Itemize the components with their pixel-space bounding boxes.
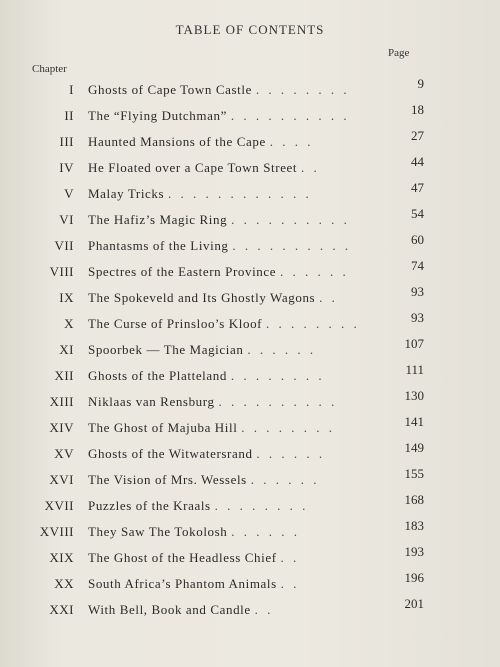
chapter-number: VI — [59, 212, 74, 227]
page-number: 18 — [411, 102, 424, 117]
toc-row — [0, 492, 500, 516]
chapter-number: XX — [54, 576, 74, 591]
page-number: 130 — [404, 388, 424, 403]
chapter-number: XIV — [49, 420, 74, 435]
chapter-title: The Curse of Prinsloo’s Kloof — [88, 316, 263, 331]
page-number: 54 — [411, 206, 424, 221]
toc-row — [0, 154, 500, 178]
chapter-title-line — [88, 522, 300, 542]
page-number: 9 — [417, 76, 424, 91]
page-number: 47 — [411, 180, 424, 195]
chapter-title: They Saw The Tokolosh — [88, 524, 228, 539]
chapter-number: VII — [54, 238, 74, 253]
chapter-title: The Vision of Mrs. Wessels — [88, 472, 247, 487]
toc-row — [0, 466, 500, 490]
chapter-number: XIX — [49, 550, 74, 565]
page-number: 44 — [411, 154, 424, 169]
chapter-number: XVIII — [39, 524, 74, 539]
toc-row — [0, 440, 500, 464]
chapter-column-label: Chapter — [32, 63, 67, 75]
leader-dots: . . . . . . . . — [214, 498, 309, 513]
leader-dots: . . . . . . — [250, 472, 320, 487]
leader-dots: . . . . . . . . . . — [218, 394, 338, 409]
chapter-title: South Africa’s Phantom Animals — [88, 576, 277, 591]
leader-dots: . . . . . . . . . . . . — [168, 186, 312, 201]
chapter-title: Puzzles of the Kraals — [88, 498, 211, 513]
chapter-title: Malay Tricks — [88, 186, 165, 201]
leader-dots: . . . . . . . . . . — [231, 212, 350, 227]
chapter-number: VIII — [49, 264, 74, 279]
chapter-title-line — [88, 340, 316, 360]
chapter-title-line — [88, 184, 312, 204]
chapter-number: I — [69, 82, 74, 97]
chapter-title-line — [88, 80, 350, 100]
page-number: 149 — [404, 440, 424, 455]
leader-dots: . . . . — [269, 134, 314, 149]
toc-row — [0, 128, 500, 152]
chapter-number: XVI — [49, 472, 74, 487]
chapter-title-line — [88, 574, 299, 594]
page-number: 107 — [404, 336, 424, 351]
page-number: 196 — [404, 570, 424, 585]
page-number: 93 — [411, 310, 424, 325]
chapter-title: Ghosts of the Witwatersrand — [88, 446, 253, 461]
chapter-title-line — [88, 418, 335, 438]
chapter-number: X — [64, 316, 74, 331]
page-number: 111 — [405, 362, 424, 377]
leader-dots: . . . . . . — [280, 264, 349, 279]
page-number: 141 — [404, 414, 424, 429]
chapter-title: The Hafiz’s Magic Ring — [88, 212, 228, 227]
chapter-title-line — [88, 236, 351, 256]
leader-dots: . . . . . . — [256, 446, 326, 461]
toc-row — [0, 388, 500, 412]
chapter-title-line — [88, 470, 319, 490]
toc-row — [0, 570, 500, 594]
leader-dots: . . — [319, 290, 338, 305]
toc-row — [0, 362, 500, 386]
chapter-title-line — [88, 392, 337, 412]
toc-row — [0, 596, 500, 620]
toc-row — [0, 232, 500, 256]
leader-dots: . . . . . . . . — [230, 368, 325, 383]
chapter-title: Haunted Mansions of the Cape — [88, 134, 266, 149]
chapter-number: III — [59, 134, 74, 149]
chapter-title: Spoorbek — The Magician — [88, 342, 244, 357]
leader-dots: . . . . . . . . — [265, 316, 360, 331]
chapter-title: Ghosts of the Platteland — [88, 368, 227, 383]
page-number: 183 — [404, 518, 424, 533]
leader-dots: . . — [301, 160, 320, 175]
toc-row — [0, 76, 500, 100]
leader-dots: . . — [280, 550, 300, 565]
chapter-title-line — [88, 366, 325, 386]
page-number: 201 — [404, 596, 424, 611]
chapter-title-line — [88, 496, 308, 516]
chapter-title: The Ghost of the Headless Chief — [88, 550, 277, 565]
chapter-title: He Floated over a Cape Town Street — [88, 160, 298, 175]
chapter-title-line — [88, 444, 325, 464]
chapter-title: Phantasms of the Living — [88, 238, 229, 253]
leader-dots: . . . . . . . . — [255, 82, 350, 97]
chapter-title-line — [88, 548, 299, 568]
page-number: 93 — [411, 284, 424, 299]
leader-dots: . . — [254, 602, 274, 617]
chapter-number: XI — [59, 342, 74, 357]
page-number: 193 — [404, 544, 424, 559]
chapter-title: Ghosts of Cape Town Castle — [88, 82, 252, 97]
toc-row — [0, 284, 500, 308]
page-title: TABLE OF CONTENTS — [175, 22, 325, 37]
toc-row — [0, 544, 500, 568]
chapter-number: V — [64, 186, 74, 201]
chapter-title-line — [88, 106, 350, 126]
chapter-number: XV — [54, 446, 74, 461]
page-number: 168 — [404, 492, 424, 507]
toc-row — [0, 180, 500, 204]
chapter-title: The “Flying Dutchman” — [88, 108, 227, 123]
page-number: 60 — [411, 232, 424, 247]
leader-dots: . . — [280, 576, 300, 591]
chapter-title: With Bell, Book and Candle — [88, 602, 251, 617]
leader-dots: . . . . . . . . . . — [230, 108, 350, 123]
chapter-number: IV — [59, 160, 74, 175]
chapter-number: II — [64, 108, 74, 123]
chapter-title-line — [88, 600, 273, 620]
chapter-title-line — [88, 288, 338, 308]
toc-row — [0, 310, 500, 334]
chapter-title: Niklaas van Rensburg — [88, 394, 215, 409]
chapter-title-line — [88, 132, 313, 152]
chapter-number: IX — [59, 290, 74, 305]
toc-row — [0, 518, 500, 542]
leader-dots: . . . . . . . . — [241, 420, 336, 435]
chapter-number: XVII — [44, 498, 74, 513]
chapter-number: XIII — [49, 394, 74, 409]
page-number: 74 — [411, 258, 424, 273]
toc-row — [0, 206, 500, 230]
toc-row — [0, 258, 500, 282]
chapter-number: XXI — [49, 602, 74, 617]
chapter-title: The Spokeveld and Its Ghostly Wagons — [88, 290, 316, 305]
toc-row — [0, 336, 500, 360]
chapter-number: XII — [54, 368, 74, 383]
leader-dots: . . . . . . — [247, 342, 317, 357]
chapter-title-line — [88, 210, 350, 230]
page-number: 155 — [404, 466, 424, 481]
leader-dots: . . . . . . . . . . — [232, 238, 352, 253]
chapter-title: Spectres of the Eastern Province — [88, 264, 277, 279]
toc-row — [0, 102, 500, 126]
page-number: 27 — [411, 128, 424, 143]
chapter-title-line — [88, 314, 360, 334]
chapter-title: The Ghost of Majuba Hill — [88, 420, 238, 435]
page-column-label: Page — [388, 47, 410, 59]
leader-dots: . . . . . . — [231, 524, 301, 539]
toc-row — [0, 414, 500, 438]
chapter-title-line — [88, 158, 320, 178]
chapter-title-line — [88, 262, 349, 282]
